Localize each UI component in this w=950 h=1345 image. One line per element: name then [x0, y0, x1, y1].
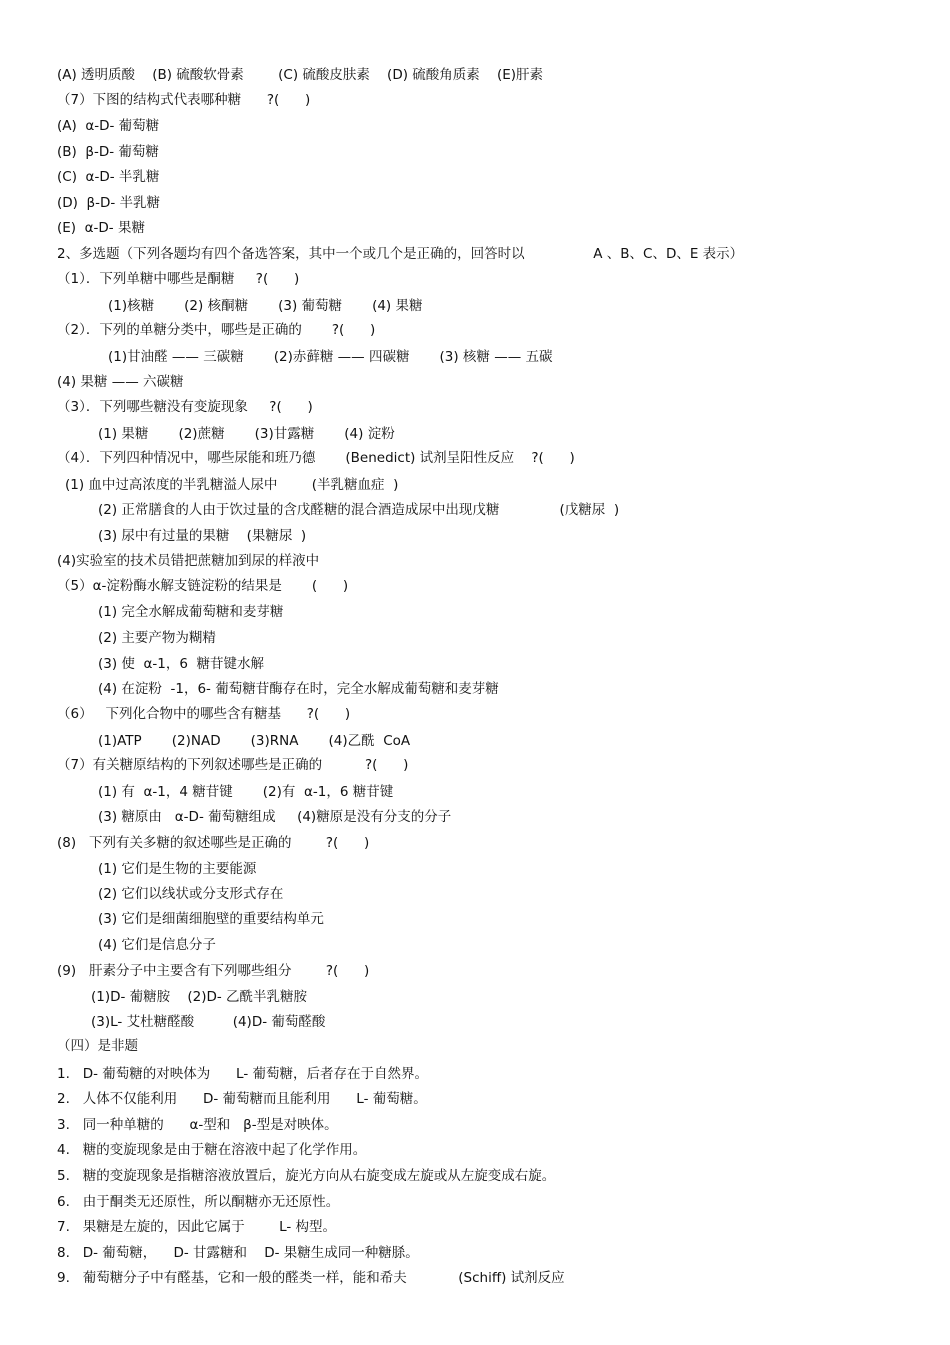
text-line: 9. 葡萄糖分子中有醛基，它和一般的醛类一样，能和希夫 (Schiff) 试剂反应	[57, 1270, 565, 1286]
text-line: （4）．下列四种情况中，哪些尿能和班乃德 (Benedict) 试剂呈阳性反应 ?( )	[57, 450, 575, 466]
text-line: （7）有关糖原结构的下列叙述哪些是正确的 ?( )	[57, 757, 409, 773]
text-line: (1)甘油醛 —— 三碳糖 (2)赤藓糖 —— 四碳糖 (3) 核糖 —— 五碳	[108, 349, 553, 365]
text-line: (2) 正常膳食的人由于饮过量的含戊醛糖的混合酒造成尿中出现戊糖 (戊糖尿 )	[98, 502, 620, 518]
text-line: 1. D- 葡萄糖的对映体为 L- 葡萄糖，后者存在于自然界。	[57, 1066, 429, 1082]
text-line: 7. 果糖是左旋的，因此它属于 L- 构型。	[57, 1219, 337, 1235]
text-line: （2）．下列的单糖分类中，哪些是正确的 ?( )	[57, 322, 376, 338]
text-line: （5）α-淀粉酶水解支链淀粉的结果是 ( )	[57, 578, 349, 594]
text-line: (1) 血中过高浓度的半乳糖溢人尿中 (半乳糖血症 )	[65, 477, 399, 493]
text-line: 4. 糖的变旋现象是由于糖在溶液中起了化学作用。	[57, 1142, 367, 1158]
text-line: (1)核糖 (2) 核酮糖 (3) 葡萄糖 (4) 果糖	[108, 298, 423, 314]
text-line: (E) α-D- 果糖	[57, 220, 145, 236]
text-line: （1）．下列单糖中哪些是酮糖 ?( )	[57, 271, 300, 287]
text-line: (2) 主要产物为糊精	[98, 630, 216, 646]
text-line: (9) 肝素分子中主要含有下列哪些组分 ?( )	[57, 963, 370, 979]
text-line: (8) 下列有关多糖的叙述哪些是正确的 ?( )	[57, 835, 370, 851]
text-line: (3) 使 α-1，6 糖苷键水解	[98, 656, 265, 672]
text-line: (4) 它们是信息分子	[98, 937, 216, 953]
text-line: (A) 透明质酸 (B) 硫酸软骨素 (C) 硫酸皮肤素 (D) 硫酸角质素 (E)肝素	[57, 67, 544, 83]
text-line: (1) 果糖 (2)蔗糖 (3)甘露糖 (4) 淀粉	[98, 426, 395, 442]
text-line: (3) 糖原由 α-D- 葡萄糖组成 (4)糖原是没有分支的分子	[98, 809, 452, 825]
text-line: 2. 人体不仅能利用 D- 葡萄糖而且能利用 L- 葡萄糖。	[57, 1091, 427, 1107]
text-line: 5. 糖的变旋现象是指糖溶液放置后，旋光方向从右旋变成左旋或从左旋变成右旋。	[57, 1168, 556, 1184]
text-line: （7）下图的结构式代表哪种糖 ?( )	[57, 92, 311, 108]
text-line: (2) 它们以线状或分支形式存在	[98, 886, 284, 902]
text-line: 6. 由于酮类无还原性，所以酮糖亦无还原性。	[57, 1194, 340, 1210]
text-line: 3. 同一种单糖的 α-型和 β-型是对映体。	[57, 1117, 338, 1133]
text-line: (D) β-D- 半乳糖	[57, 195, 161, 211]
text-line: (4) 果糖 —— 六碳糖	[57, 374, 184, 390]
text-line: 8. D- 葡萄糖， D- 甘露糖和 D- 果糖生成同一种糖脎。	[57, 1245, 419, 1261]
text-line: (4)实验室的技术员错把蔗糖加到尿的样液中	[57, 553, 320, 569]
text-line: (1) 完全水解成葡萄糖和麦芽糖	[98, 604, 284, 620]
text-line: (3)L- 艾杜糖醛酸 (4)D- 葡萄醛酸	[91, 1014, 326, 1030]
text-line: (1) 它们是生物的主要能源	[98, 861, 257, 877]
text-line: (3) 它们是细菌细胞壁的重要结构单元	[98, 911, 324, 927]
text-line: (A) α-D- 葡萄糖	[57, 118, 160, 134]
text-line: (4) 在淀粉 -1，6- 葡萄糖苷酶存在时，完全水解成葡萄糖和麦芽糖	[98, 681, 499, 697]
text-line: （6） 下列化合物中的哪些含有糖基 ?( )	[57, 706, 351, 722]
text-line: (B) β-D- 葡萄糖	[57, 144, 159, 160]
text-line: （四）是非题	[57, 1038, 138, 1054]
text-line: （3）．下列哪些糖没有变旋现象 ?( )	[57, 399, 313, 415]
text-line: (C) α-D- 半乳糖	[57, 169, 160, 185]
text-line: (1) 有 α-1，4 糖苷键 (2)有 α-1，6 糖苷键	[98, 784, 394, 800]
text-line: 2、多选题（下列各题均有四个备选答案，其中一个或几个是正确的，回答时以 A 、B、C、D、E 表示）	[57, 246, 744, 262]
text-line: (1)ATP (2)NAD (3)RNA (4)乙酰 CoA	[98, 733, 411, 749]
text-line: (3) 尿中有过量的果糖 (果糖尿 )	[98, 528, 307, 544]
text-line: (1)D- 葡糖胺 (2)D- 乙酰半乳糖胺	[91, 989, 308, 1005]
